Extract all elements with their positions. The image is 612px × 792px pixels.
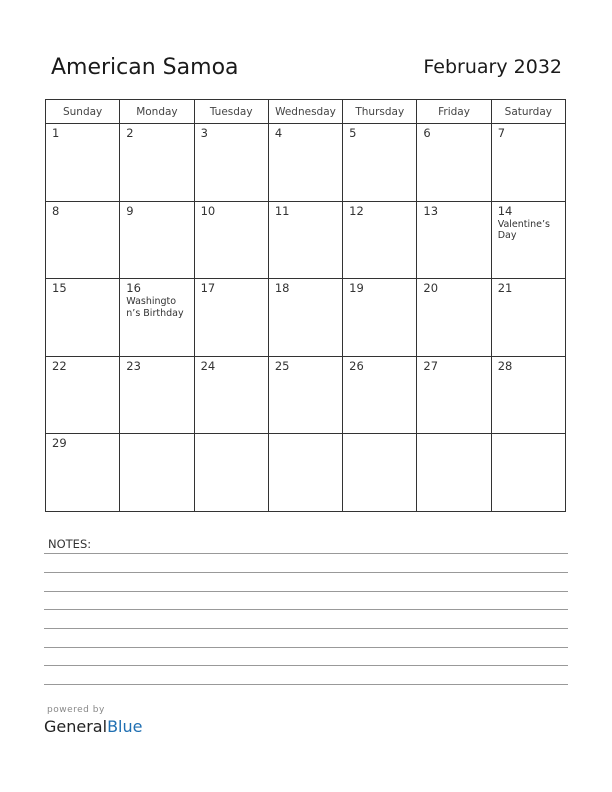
day-number: 3 — [200, 126, 208, 140]
calendar-grid — [45, 99, 566, 512]
day-number: 23 — [126, 358, 141, 373]
day-number: 29 — [52, 436, 67, 451]
day-cell — [491, 279, 565, 357]
brand-logo — [44, 717, 142, 736]
day-number: 8 — [52, 203, 60, 218]
day-cell — [194, 124, 268, 202]
week-row — [46, 434, 566, 512]
day-number: 11 — [274, 203, 290, 218]
day-cell — [417, 356, 491, 434]
day-number: 14 — [497, 203, 513, 218]
day-number: 24 — [200, 358, 216, 373]
note-line — [44, 665, 568, 666]
powered-by-text: powered by — [47, 705, 105, 715]
week-row — [46, 201, 566, 279]
day-cell — [343, 356, 417, 434]
day-number: 16 — [126, 281, 141, 296]
day-cell — [268, 434, 342, 512]
brand-blue: Blue — [107, 717, 143, 736]
holiday-label: Valentine’s Day — [497, 218, 550, 242]
day-cell — [491, 356, 565, 434]
day-cell — [343, 434, 417, 512]
day-cell — [46, 201, 120, 279]
weekday-sunday: Sunday — [46, 100, 120, 124]
day-number: 27 — [423, 358, 439, 373]
day-cell — [417, 124, 491, 202]
day-number: 18 — [274, 281, 290, 296]
day-number: 2 — [126, 126, 134, 140]
day-cell — [194, 279, 268, 357]
day-number: 26 — [349, 358, 364, 373]
day-cell — [46, 434, 120, 512]
weekday-thursday: Thursday — [343, 100, 417, 124]
calendar-country-title: American Samoa — [51, 55, 239, 80]
calendar-month-title: February 2032 — [423, 56, 562, 78]
day-cell — [46, 124, 120, 202]
weekday-saturday: Saturday — [491, 100, 565, 124]
day-number: 22 — [52, 358, 67, 373]
day-cell — [491, 434, 565, 512]
day-number: 10 — [200, 203, 216, 218]
note-line — [44, 684, 568, 685]
week-row — [46, 356, 566, 434]
weekday-header-row — [46, 100, 566, 124]
day-number: 7 — [497, 126, 506, 140]
week-row — [46, 124, 566, 202]
calendar-weeks — [46, 124, 566, 512]
day-cell — [417, 279, 491, 357]
note-line — [44, 609, 568, 610]
day-number: 17 — [200, 281, 216, 296]
day-number: 5 — [349, 126, 357, 140]
day-cell — [417, 434, 491, 512]
day-cell — [120, 434, 194, 512]
day-number: 19 — [349, 281, 364, 296]
day-number: 20 — [423, 281, 439, 296]
day-number: 25 — [274, 358, 290, 373]
day-cell — [120, 124, 194, 202]
day-number: 13 — [423, 203, 439, 218]
day-cell — [417, 201, 491, 279]
day-cell — [491, 201, 565, 279]
day-cell — [268, 124, 342, 202]
note-line — [44, 591, 568, 592]
holiday-label: Washington’s Birthday — [126, 296, 184, 319]
week-row — [46, 279, 566, 357]
day-number: 4 — [274, 126, 283, 140]
day-cell — [46, 356, 120, 434]
note-line — [44, 553, 568, 554]
day-cell — [194, 434, 268, 512]
day-number: 6 — [423, 126, 431, 140]
day-number: 12 — [349, 203, 364, 218]
day-cell — [194, 201, 268, 279]
day-cell — [120, 356, 194, 434]
weekday-wednesday: Wednesday — [268, 100, 342, 124]
weekday-monday: Monday — [120, 100, 194, 124]
day-number: 21 — [497, 281, 513, 296]
weekday-tuesday: Tuesday — [194, 100, 268, 124]
day-number: 15 — [52, 281, 67, 296]
day-cell — [268, 201, 342, 279]
day-number: 28 — [497, 358, 513, 373]
weekday-friday: Friday — [417, 100, 491, 124]
day-number: 1 — [52, 126, 60, 140]
day-number: 9 — [126, 203, 134, 218]
day-cell — [268, 279, 342, 357]
day-cell — [268, 356, 342, 434]
notes-label: NOTES: — [48, 537, 92, 551]
day-cell — [491, 124, 565, 202]
note-line — [44, 647, 568, 648]
day-cell — [120, 201, 194, 279]
brand-general: General — [44, 717, 108, 736]
day-cell — [343, 279, 417, 357]
day-cell — [120, 279, 194, 357]
day-cell — [46, 279, 120, 357]
day-cell — [194, 356, 268, 434]
day-cell — [343, 124, 417, 202]
note-line — [44, 572, 568, 573]
day-cell — [343, 201, 417, 279]
note-line — [44, 628, 568, 629]
